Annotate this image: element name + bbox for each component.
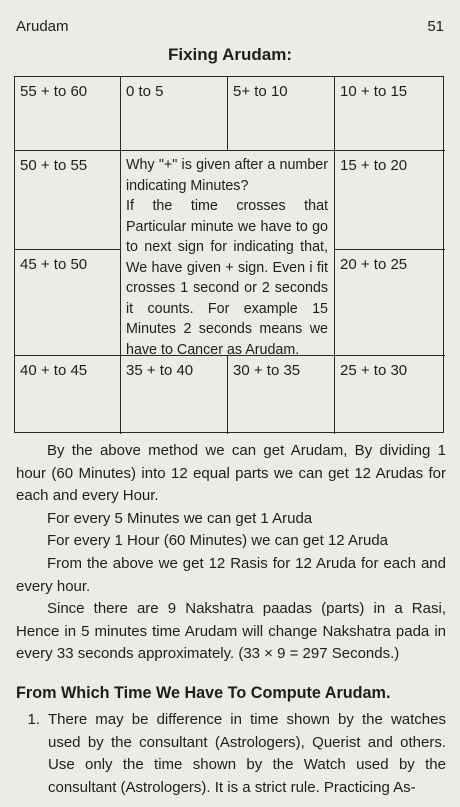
paragraph: Since there are 9 Nakshatra paadas (parts) in a Rasi, Hence in 5 minutes time Arudam will change Nakshatra pada in every 33 seconds approximately. (33 × 9 = 297 Seconds.) — [16, 600, 446, 663]
grid-cell-20-25: 20 + to 25 — [335, 250, 445, 356]
subheading: From Which Time We Have To Compute Arudam. — [16, 684, 391, 702]
chapter-name: Arudam — [16, 18, 69, 35]
grid-cell-35-40: 35 + to 40 — [121, 356, 228, 434]
grid-cell-10-15: 10 + to 15 — [335, 77, 445, 151]
note-explanation: If the time crosses that Particular minute we have to go to next sign for indicating that, We have given + sign. Even i fit crosses 1 second or 2 seconds it counts. For example 15 Minutes 2 seconds means we have to Cancer as Arudam. — [126, 198, 328, 358]
grid-cell-0-5: 0 to 5 — [121, 77, 228, 151]
page-number: 51 — [427, 18, 444, 35]
grid-center-note — [121, 151, 335, 356]
grid-cell-55-60: 55 + to 60 — [15, 77, 121, 151]
arudam-grid — [14, 76, 444, 433]
paragraph: By the above method we can get Arudam, By dividing 1 hour (60 Minutes) into 12 equal parts we can get 12 Arudas for each and every Hour. — [16, 442, 446, 505]
grid-cell-15-20: 15 + to 20 — [335, 151, 445, 250]
section-title: Fixing Arudam: — [167, 45, 293, 64]
paragraph: For every 5 Minutes we can get 1 Aruda — [47, 509, 313, 527]
running-header — [16, 18, 444, 36]
list-item-text: There may be difference in time shown by the watches used by the consultant (Astrologers), Querist and others. Use only the time shown by the Watch used by the consultant (Astrologers). It is a strict rule. Practicing As- — [48, 711, 446, 796]
body-text — [16, 440, 446, 666]
grid-cell-40-45: 40 + to 45 — [15, 356, 121, 434]
grid-cell-30-35: 30 + to 35 — [228, 356, 335, 434]
list-item-number: 1. — [27, 711, 40, 728]
note-question: Why "+" is given after a number indicating Minutes? — [126, 157, 328, 194]
grid-cell-25-30: 25 + to 30 — [340, 362, 408, 379]
numbered-list — [16, 709, 446, 799]
grid-cell-50-55: 50 + to 55 — [15, 151, 121, 250]
paragraph: From the above we get 12 Rasis for 12 Aruda for each and every hour. — [16, 554, 446, 595]
grid-cell-5-10: 5+ to 10 — [228, 77, 335, 151]
paragraph: For every 1 Hour (60 Minutes) we can get 12 Aruda — [47, 532, 389, 550]
grid-cell-45-50: 45 + to 50 — [15, 250, 121, 356]
